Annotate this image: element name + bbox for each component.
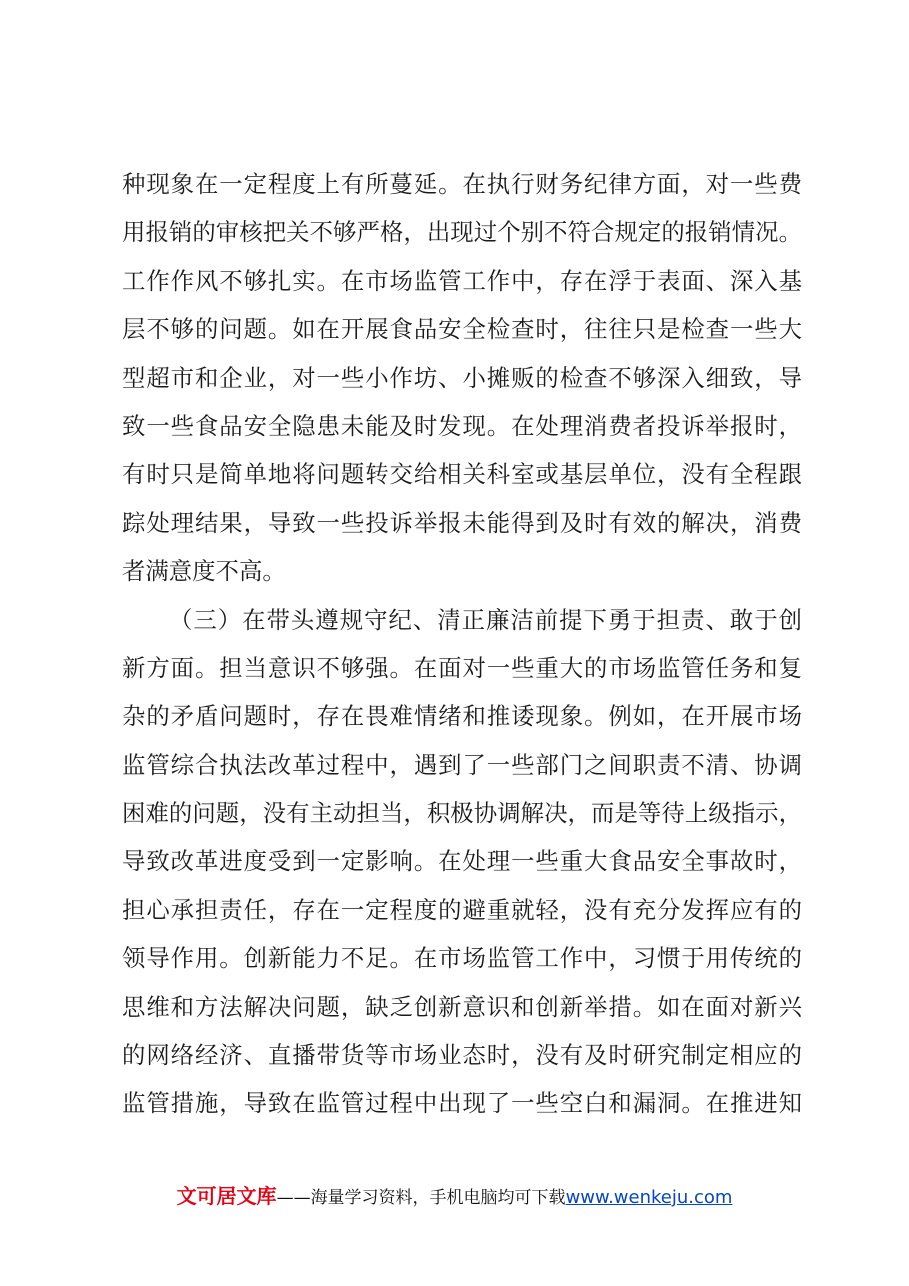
text-line: 工作作风不够扎实。在市场监管工作中，存在浮于表面、深入基: [122, 266, 802, 295]
text-line: 型超市和企业，对一些小作坊、小摊贩的检查不够深入细致，导: [122, 363, 802, 392]
text-line: 用报销的审核把关不够严格，出现过个别不符合规定的报销情况。: [122, 218, 802, 247]
section-heading-line: （三）在带头遵规守纪、清正廉洁前提下勇于担责、敢于创: [169, 605, 802, 634]
text-line: 层不够的问题。如在开展食品安全检查时，往往只是检查一些大: [122, 315, 802, 344]
text-line: 者满意度不高。: [122, 557, 286, 586]
text-line: 监管措施，导致在监管过程中出现了一些空白和漏洞。在推进知: [122, 1089, 802, 1118]
footer-slogan: ——海量学习资料，手机电脑均可下载: [276, 1188, 566, 1208]
text-line: 担心承担责任，存在一定程度的避重就轻，没有充分发挥应有的: [122, 895, 802, 924]
brand-name: 文可居文库: [176, 1184, 277, 1208]
text-line: 杂的矛盾问题时，存在畏难情绪和推诿现象。例如，在开展市场: [122, 702, 802, 731]
text-line: 的网络经济、直播带货等市场业态时，没有及时研究制定相应的: [122, 1041, 802, 1070]
text-line: 踪处理结果，导致一些投诉举报未能得到及时有效的解决，消费: [122, 508, 802, 537]
text-line: 导致改革进度受到一定影响。在处理一些重大食品安全事故时，: [122, 847, 802, 876]
footer-banner: [0, 1182, 909, 1212]
text-line: 思维和方法解决问题，缺乏创新意识和创新举措。如在面对新兴: [122, 992, 802, 1021]
text-line: 困难的问题，没有主动担当，积极协调解决，而是等待上级指示，: [122, 799, 802, 828]
text-line: 种现象在一定程度上有所蔓延。在执行财务纪律方面，对一些费: [122, 170, 802, 198]
text-line: 有时只是简单地将问题转交给相关科室或基层单位，没有全程跟: [122, 460, 802, 489]
document-body: [122, 160, 802, 1128]
text-line: 致一些食品安全隐患未能及时发现。在处理消费者投诉举报时，: [122, 411, 802, 440]
text-line: 领导作用。创新能力不足。在市场监管工作中，习惯于用传统的: [122, 944, 802, 973]
text-line: 新方面。担当意识不够强。在面对一些重大的市场监管任务和复: [122, 653, 802, 682]
website-link[interactable]: www.wenkeju.com: [565, 1187, 733, 1208]
text-line: 监管综合执法改革过程中，遇到了一些部门之间职责不清、协调: [122, 750, 802, 779]
